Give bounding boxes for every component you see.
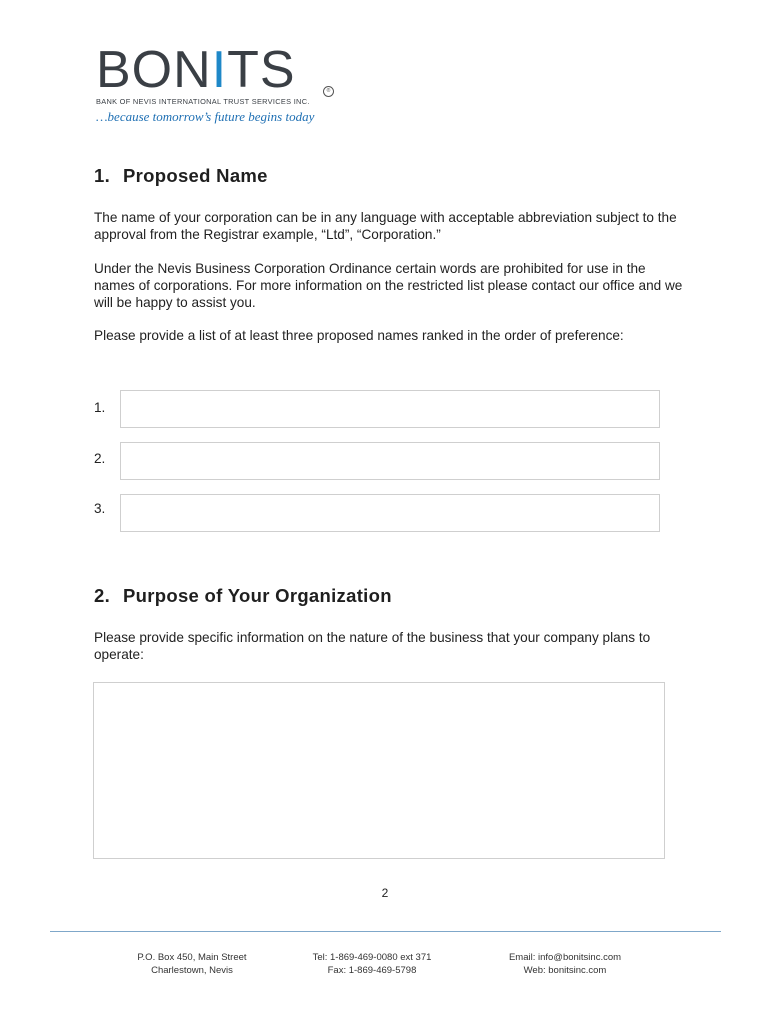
proposed-name-1-label: 1. [94, 400, 106, 415]
proposed-name-2-field[interactable] [120, 442, 660, 480]
footer-email[interactable]: Email: info@bonitsinc.com [508, 952, 622, 963]
logo-subtitle: BANK OF NEVIS INTERNATIONAL TRUST SERVICES INC. [96, 97, 310, 106]
proposed-name-3-field[interactable] [120, 494, 660, 532]
section-1-paragraph-3: Please provide a list of at least three proposed names ranked in the order of preference: [94, 328, 624, 343]
registered-mark-icon: ® [323, 86, 334, 97]
proposed-name-3-label: 3. [94, 501, 106, 516]
logo-wordmark: BONITS [96, 41, 296, 99]
section-2-paragraph: Please provide specific information on the nature of the business that your company plans to operate: [94, 630, 651, 662]
section-1-paragraph-2: Under the Nevis Business Corporation Ordinance certain words are prohibited for use in the names of corporations. For more information on the restricted list please contact our office and we will be happy to assist you. [94, 261, 683, 310]
section-1-heading: 1. Proposed Name [94, 165, 268, 186]
section-2-heading: 2. Purpose of Your Organization [94, 585, 392, 606]
logo-tagline: …because tomorrow’s future begins today [96, 109, 315, 124]
business-purpose-field[interactable] [93, 682, 665, 859]
footer-divider [50, 931, 721, 932]
footer-web[interactable]: Web: bonitsinc.com [523, 965, 607, 976]
section-1-paragraph-1: The name of your corporation can be in any language with acceptable abbreviation subject to the approval from the Registrar example, “Ltd”, “Corporation.” [94, 210, 677, 242]
footer-address: P.O. Box 450, Main Street Charlestown, Nevis [137, 952, 247, 976]
proposed-name-1-field[interactable] [120, 390, 660, 428]
page-number: 2 [381, 886, 389, 900]
proposed-name-2-label: 2. [94, 451, 106, 466]
footer-phone: Tel: 1-869-469-0080 ext 371 Fax: 1-869-469-5798 [312, 952, 432, 976]
footer-contact [492, 951, 638, 977]
company-logo [96, 41, 356, 125]
